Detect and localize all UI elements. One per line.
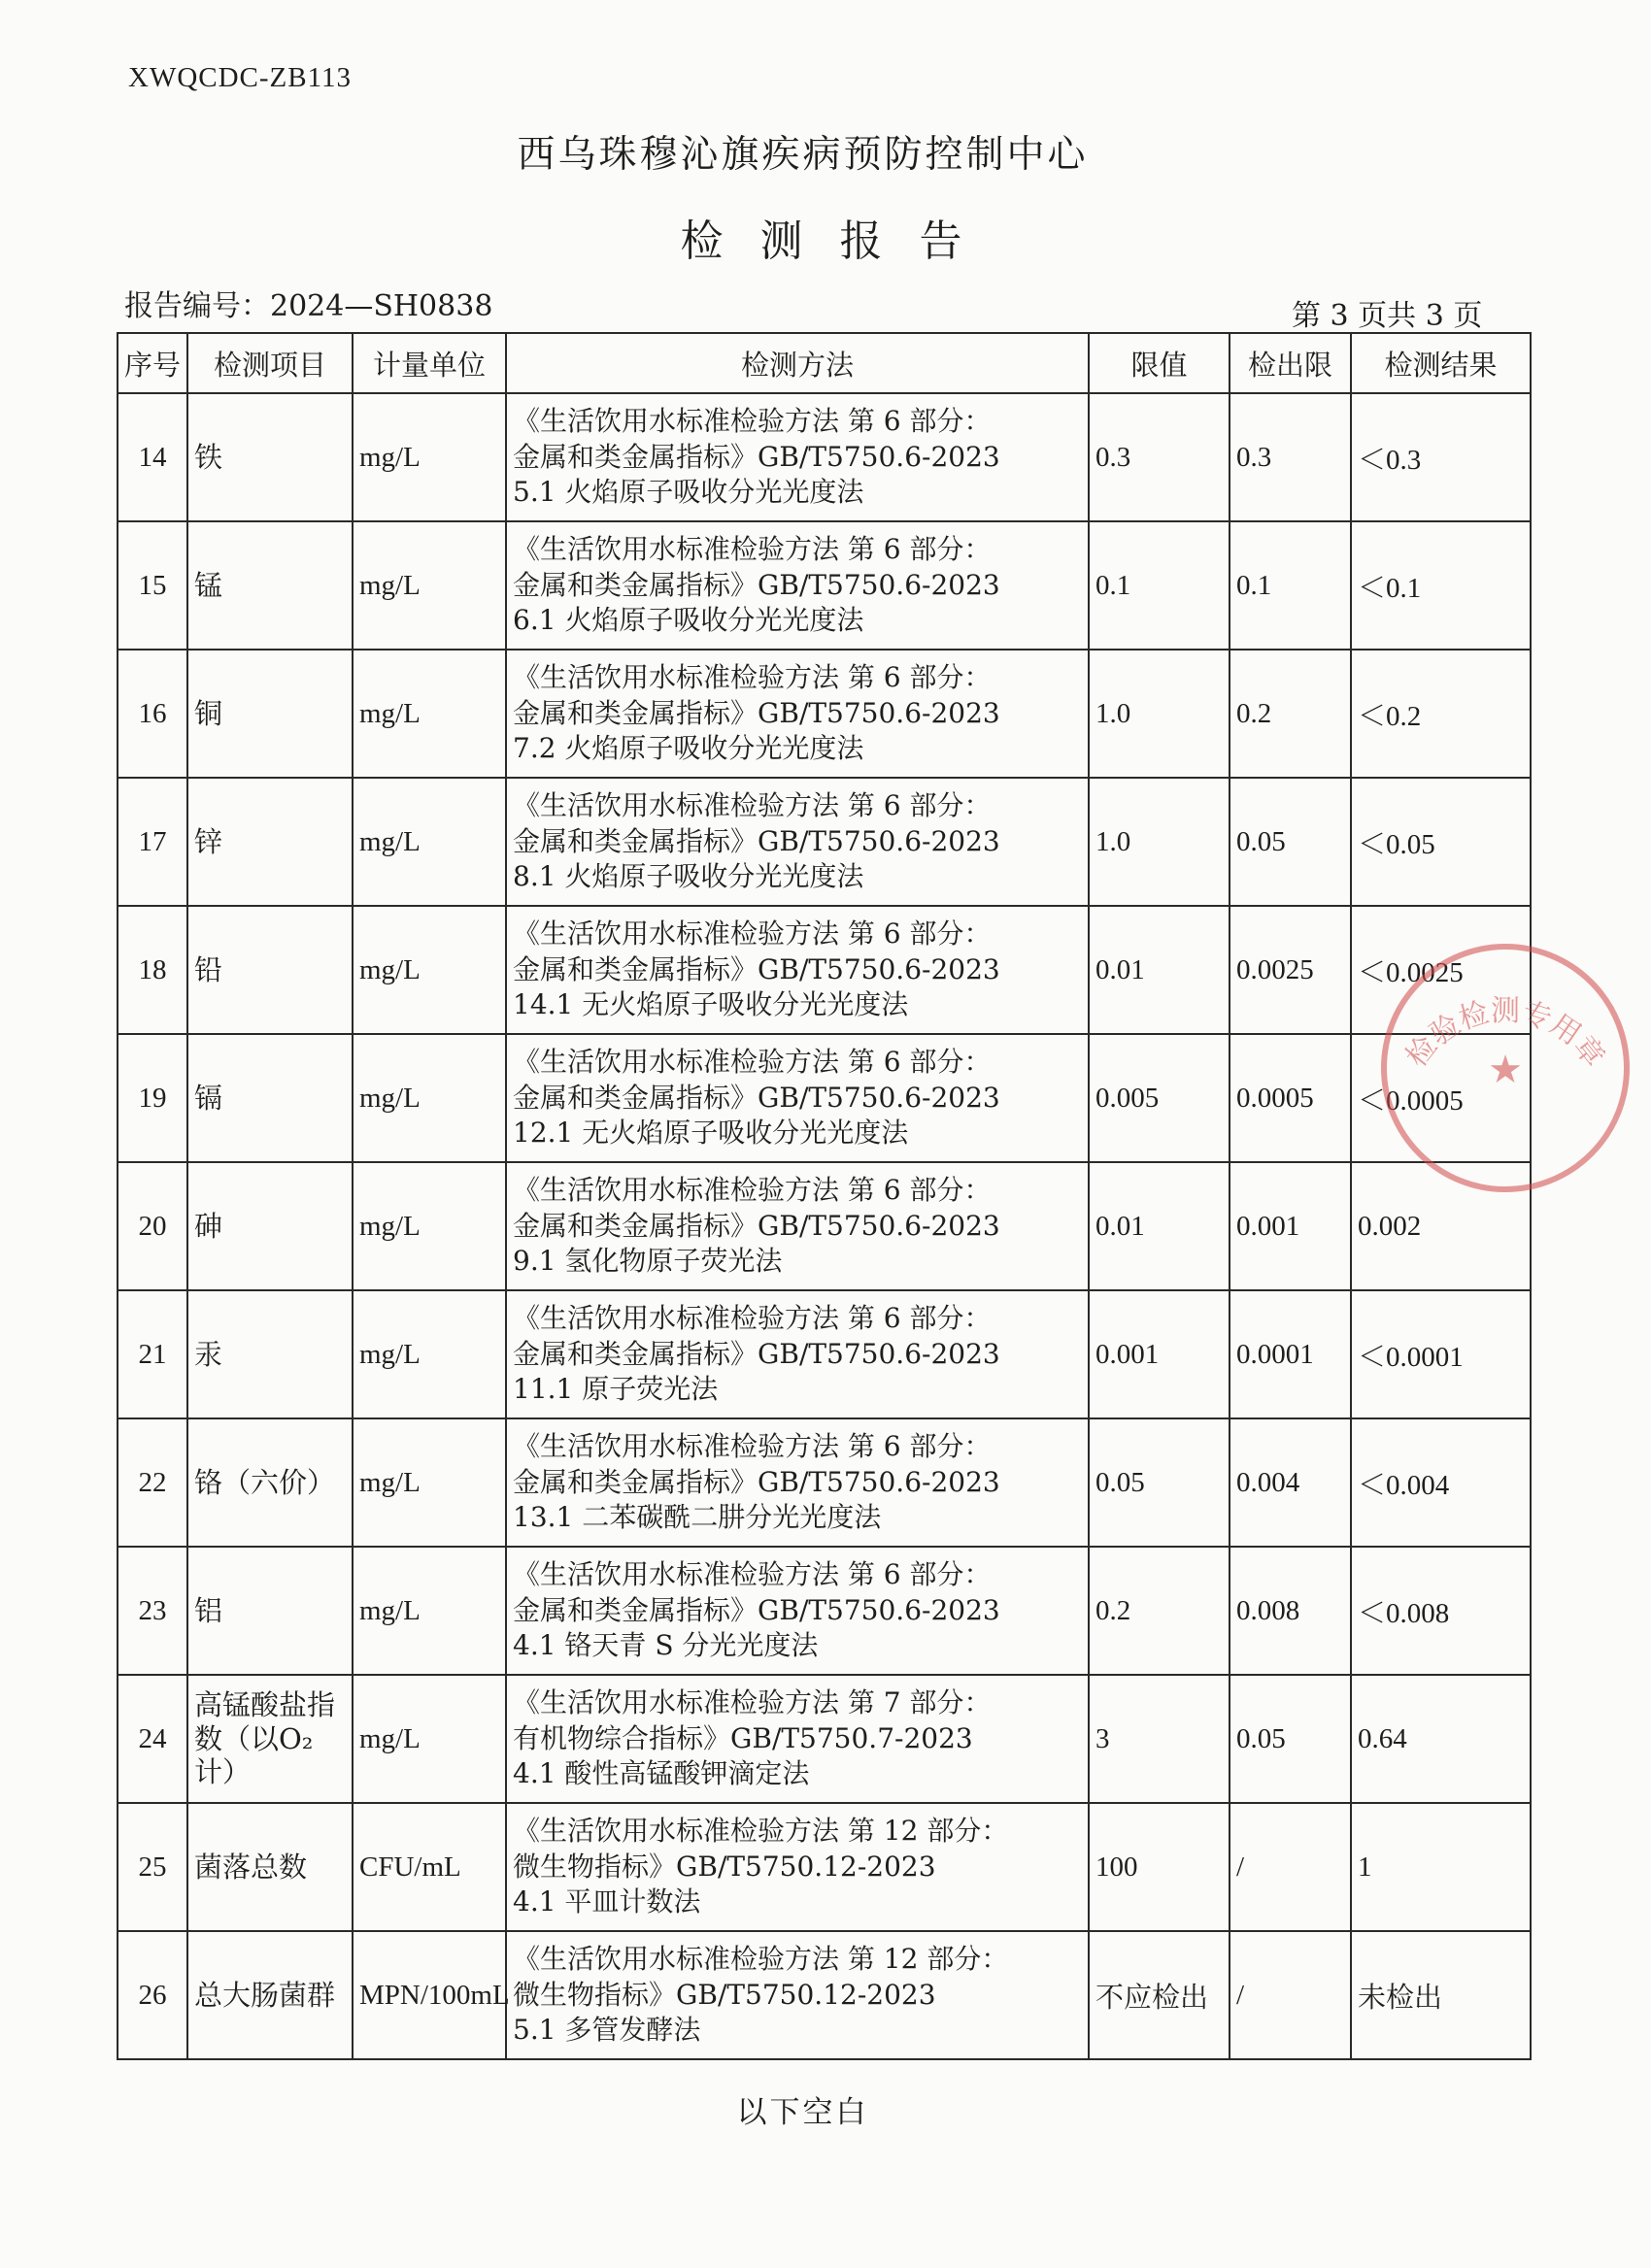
limit-value: 0.2: [1089, 1547, 1230, 1675]
detection-limit: 0.0001: [1230, 1290, 1351, 1418]
test-item: 铅: [187, 906, 353, 1034]
method-line: 金属和类金属指标》GB/T5750.6-2023: [513, 1081, 1000, 1114]
method-line: 《生活饮用水标准检验方法 第 6 部分：: [513, 1173, 992, 1206]
limit-value: 3: [1089, 1675, 1230, 1803]
detection-limit: 0.001: [1230, 1162, 1351, 1290]
unit: mg/L: [353, 906, 506, 1034]
method-line: 《生活饮用水标准检验方法 第 6 部分：: [513, 660, 992, 693]
test-method: [506, 1418, 1089, 1547]
row-number: 19: [118, 1034, 187, 1162]
method-line: 《生活饮用水标准检验方法 第 6 部分：: [513, 532, 992, 565]
test-result: 1: [1351, 1803, 1531, 1931]
test-item: 菌落总数: [187, 1803, 353, 1931]
results-table: [117, 332, 1532, 2060]
row-number: 24: [118, 1675, 187, 1803]
limit-value: 0.1: [1089, 521, 1230, 650]
table-row: [118, 1034, 1531, 1162]
row-number: 22: [118, 1418, 187, 1547]
test-item: 铜: [187, 650, 353, 778]
method-line: 《生活饮用水标准检验方法 第 6 部分：: [513, 1045, 992, 1078]
header-cell: 检测项目: [187, 333, 353, 393]
row-number: 26: [118, 1931, 187, 2059]
method-line: 金属和类金属指标》GB/T5750.6-2023: [513, 568, 1000, 601]
test-result: ＜0.05: [1351, 778, 1531, 906]
test-method: [506, 650, 1089, 778]
test-method: [506, 521, 1089, 650]
unit: mg/L: [353, 393, 506, 521]
header-cell: 检测方法: [506, 333, 1089, 393]
detection-limit: /: [1230, 1803, 1351, 1931]
test-method: [506, 1675, 1089, 1803]
table-row: [118, 1931, 1531, 2059]
test-item: 镉: [187, 1034, 353, 1162]
table-row: [118, 906, 1531, 1034]
unit: mg/L: [353, 778, 506, 906]
report-number: 报告编号：2024—SH0838: [124, 289, 493, 323]
svg-text:★: ★: [1488, 1048, 1523, 1092]
unit: MPN/100mL: [353, 1931, 506, 2059]
detection-limit: 0.008: [1230, 1547, 1351, 1675]
test-item: 汞: [187, 1290, 353, 1418]
method-line: 《生活饮用水标准检验方法 第 12 部分：: [513, 1814, 1009, 1847]
test-result: 0.002: [1351, 1162, 1531, 1290]
limit-value: 0.01: [1089, 1162, 1230, 1290]
unit: mg/L: [353, 1418, 506, 1547]
detection-limit: 0.0005: [1230, 1034, 1351, 1162]
method-line: 5.1 火焰原子吸收分光光度法: [513, 476, 864, 509]
method-line: 金属和类金属指标》GB/T5750.6-2023: [513, 440, 1000, 473]
method-line: 《生活饮用水标准检验方法 第 7 部分：: [513, 1685, 992, 1718]
unit: mg/L: [353, 1162, 506, 1290]
test-method: [506, 906, 1089, 1034]
test-method: [506, 778, 1089, 906]
limit-value: 0.05: [1089, 1418, 1230, 1547]
method-line: 9.1 氢化物原子荧光法: [513, 1245, 783, 1278]
table-row: [118, 1290, 1531, 1418]
table-row: [118, 1162, 1531, 1290]
table-row: [118, 1803, 1531, 1931]
unit: mg/L: [353, 1034, 506, 1162]
limit-value: 1.0: [1089, 650, 1230, 778]
detection-limit: /: [1230, 1931, 1351, 2059]
row-number: 17: [118, 778, 187, 906]
method-line: 金属和类金属指标》GB/T5750.6-2023: [513, 952, 1000, 985]
test-item: 铬（六价）: [187, 1418, 353, 1547]
limit-value: 不应检出: [1089, 1931, 1230, 2059]
method-line: 《生活饮用水标准检验方法 第 12 部分：: [513, 1942, 1009, 1975]
limit-value: 0.3: [1089, 393, 1230, 521]
header-cell: 限值: [1089, 333, 1230, 393]
table-row: [118, 650, 1531, 778]
method-line: 有机物综合指标》GB/T5750.7-2023: [513, 1721, 973, 1754]
test-result: ＜0.0001: [1351, 1290, 1531, 1418]
table-row: [118, 1547, 1531, 1675]
detection-limit: 0.1: [1230, 521, 1351, 650]
test-result: ＜0.3: [1351, 393, 1531, 521]
test-method: [506, 1547, 1089, 1675]
detection-limit: 0.2: [1230, 650, 1351, 778]
svg-text:检验检测专用章: 检验检测专用章: [1399, 994, 1611, 1074]
method-line: 6.1 火焰原子吸收分光光度法: [513, 604, 864, 637]
method-line: 《生活饮用水标准检验方法 第 6 部分：: [513, 917, 992, 950]
organization-name: 西乌珠穆沁旗疾病预防控制中心: [517, 133, 1089, 177]
method-line: 13.1 二苯碳酰二肼分光光度法: [513, 1501, 882, 1534]
test-result: ＜0.008: [1351, 1547, 1531, 1675]
header-cell: 序号: [118, 333, 187, 393]
table-row: [118, 393, 1531, 521]
row-number: 14: [118, 393, 187, 521]
method-line: 《生活饮用水标准检验方法 第 6 部分：: [513, 404, 992, 437]
method-line: 11.1 原子荧光法: [513, 1373, 719, 1406]
method-line: 4.1 酸性高锰酸钾滴定法: [513, 1757, 810, 1790]
limit-value: 1.0: [1089, 778, 1230, 906]
method-line: 金属和类金属指标》GB/T5750.6-2023: [513, 824, 1000, 857]
method-line: 《生活饮用水标准检验方法 第 6 部分：: [513, 1301, 992, 1334]
limit-value: 0.01: [1089, 906, 1230, 1034]
row-number: 23: [118, 1547, 187, 1675]
test-item: 锌: [187, 778, 353, 906]
test-method: [506, 1034, 1089, 1162]
test-item: 铝: [187, 1547, 353, 1675]
document-code: XWQCDC-ZB113: [128, 62, 353, 93]
unit: mg/L: [353, 1290, 506, 1418]
unit: mg/L: [353, 1675, 506, 1803]
table-row: [118, 778, 1531, 906]
report-title: 检测报告: [680, 217, 999, 266]
method-line: 微生物指标》GB/T5750.12-2023: [513, 1850, 936, 1883]
table-body: [118, 393, 1531, 2059]
unit: mg/L: [353, 1547, 506, 1675]
method-line: 《生活饮用水标准检验方法 第 6 部分：: [513, 1429, 992, 1462]
unit: mg/L: [353, 650, 506, 778]
method-line: 金属和类金属指标》GB/T5750.6-2023: [513, 1337, 1000, 1370]
test-result: ＜0.2: [1351, 650, 1531, 778]
table-header-row: [118, 333, 1531, 393]
end-note: 以下空白: [736, 2095, 869, 2130]
test-method: [506, 1162, 1089, 1290]
test-result: ＜0.1: [1351, 521, 1531, 650]
detection-limit: 0.05: [1230, 778, 1351, 906]
test-result: ＜0.0005: [1351, 1034, 1531, 1162]
method-line: 微生物指标》GB/T5750.12-2023: [513, 1978, 936, 2011]
method-line: 4.1 铬天青 S 分光光度法: [513, 1629, 819, 1662]
table-row: [118, 521, 1531, 650]
test-method: [506, 393, 1089, 521]
detection-limit: 0.004: [1230, 1418, 1351, 1547]
test-item: 铁: [187, 393, 353, 521]
row-number: 21: [118, 1290, 187, 1418]
method-line: 金属和类金属指标》GB/T5750.6-2023: [513, 1209, 1000, 1242]
method-line: 14.1 无火焰原子吸收分光光度法: [513, 988, 909, 1021]
detection-limit: 0.3: [1230, 393, 1351, 521]
detection-limit: 0.05: [1230, 1675, 1351, 1803]
page-indicator: 第 3 页共 3 页: [1292, 299, 1483, 333]
unit: mg/L: [353, 521, 506, 650]
test-item: 高锰酸盐指数（以O₂计）: [187, 1675, 353, 1803]
row-number: 25: [118, 1803, 187, 1931]
row-number: 18: [118, 906, 187, 1034]
table-row: [118, 1418, 1531, 1547]
method-line: 金属和类金属指标》GB/T5750.6-2023: [513, 1465, 1000, 1498]
test-result: ＜0.0025: [1351, 906, 1531, 1034]
test-result: ＜0.004: [1351, 1418, 1531, 1547]
method-line: 《生活饮用水标准检验方法 第 6 部分：: [513, 788, 992, 821]
test-method: [506, 1290, 1089, 1418]
header-cell: 计量单位: [353, 333, 506, 393]
method-line: 金属和类金属指标》GB/T5750.6-2023: [513, 1593, 1000, 1626]
method-line: 5.1 多管发酵法: [513, 2014, 701, 2047]
method-line: 《生活饮用水标准检验方法 第 6 部分：: [513, 1557, 992, 1590]
limit-value: 100: [1089, 1803, 1230, 1931]
method-line: 12.1 无火焰原子吸收分光光度法: [513, 1117, 909, 1150]
test-item: 总大肠菌群: [187, 1931, 353, 2059]
detection-limit: 0.0025: [1230, 906, 1351, 1034]
test-method: [506, 1803, 1089, 1931]
method-line: 金属和类金属指标》GB/T5750.6-2023: [513, 696, 1000, 729]
method-line: 4.1 平皿计数法: [513, 1885, 701, 1918]
test-item: 锰: [187, 521, 353, 650]
limit-value: 0.005: [1089, 1034, 1230, 1162]
test-method: [506, 1931, 1089, 2059]
method-line: 7.2 火焰原子吸收分光光度法: [513, 732, 864, 765]
test-result: 0.64: [1351, 1675, 1531, 1803]
row-number: 16: [118, 650, 187, 778]
test-result: 未检出: [1351, 1931, 1531, 2059]
unit: CFU/mL: [353, 1803, 506, 1931]
row-number: 15: [118, 521, 187, 650]
header-cell: 检测结果: [1351, 333, 1531, 393]
limit-value: 0.001: [1089, 1290, 1230, 1418]
header-cell: 检出限: [1230, 333, 1351, 393]
test-item: 砷: [187, 1162, 353, 1290]
table-row: [118, 1675, 1531, 1803]
row-number: 20: [118, 1162, 187, 1290]
method-line: 8.1 火焰原子吸收分光光度法: [513, 860, 864, 893]
